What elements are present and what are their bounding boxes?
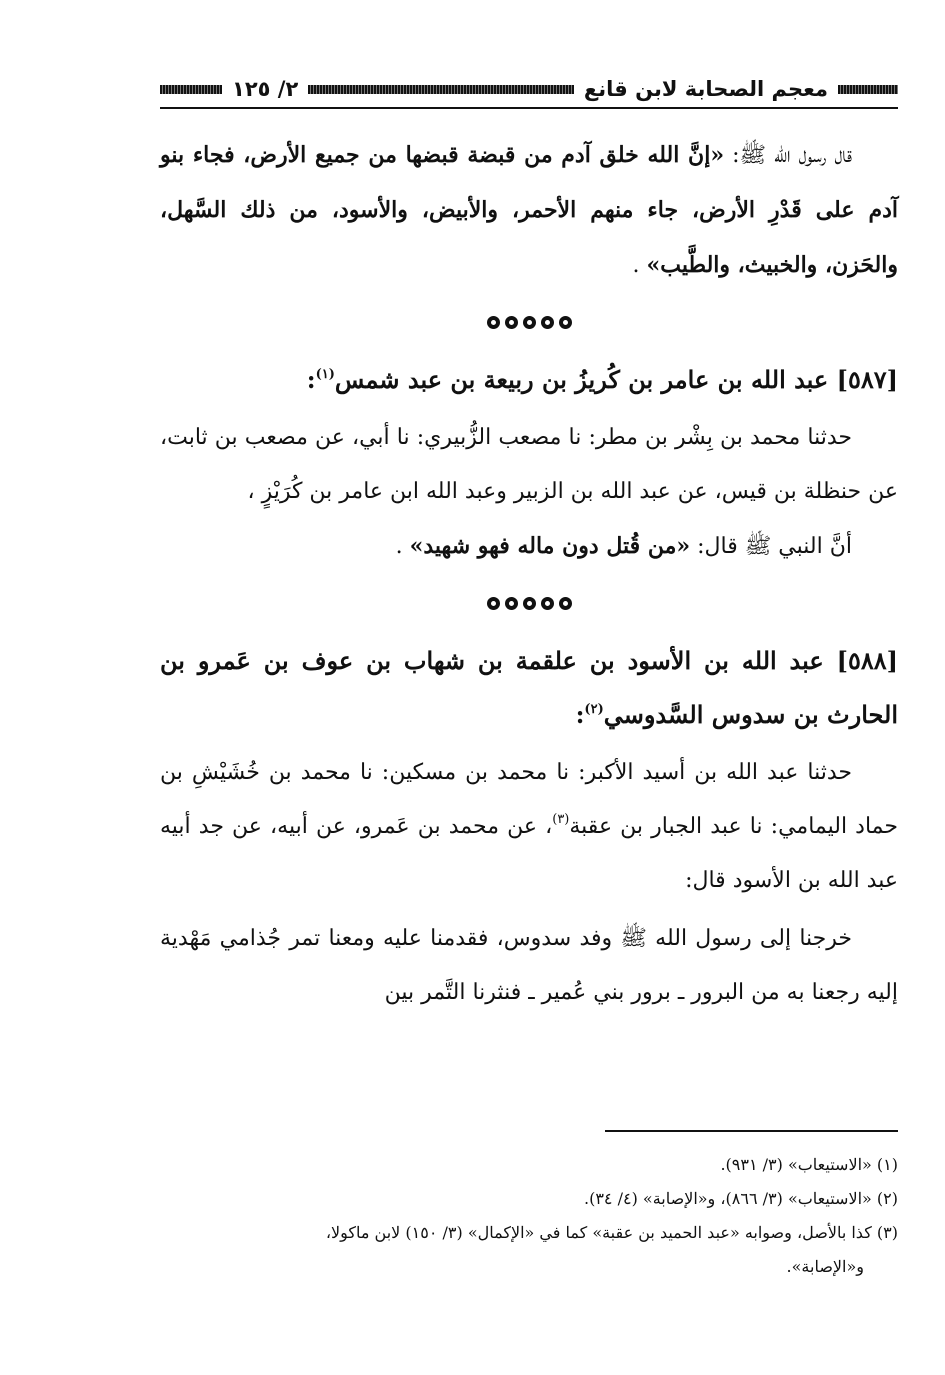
divider-circle-icon <box>505 597 518 610</box>
entry-588-number: [٥٨٨] <box>836 646 898 675</box>
footnotes <box>160 1148 898 1284</box>
book-title: معجم الصحابة لابن قانع <box>583 77 828 101</box>
divider-circle-icon <box>541 316 554 329</box>
footnote-ref-1: (١) <box>315 367 335 382</box>
entry-587-lead: أنَّ النبي ﷺ قال: <box>690 534 852 559</box>
header-ornament-bar <box>160 85 222 94</box>
divider-circle-icon <box>523 597 536 610</box>
divider-circle-icon <box>559 597 572 610</box>
entry-588-chain-part-a: حدثنا عبد الله بن أسيد الأكبر: نا محمد بن مسكين: نا محمد بن خُشَيْشِ بن حماد اليمامي: نا عبد الجبار بن عقبة <box>160 760 899 839</box>
footnote-3: (٣) كذا بالأصل، وصوابه «عبد الحميد بن عقبة» كما في «الإكمال» (٣/ ١٥٠) لابن ماكولا، <box>325 1223 898 1242</box>
entry-587-colon: : <box>306 365 316 394</box>
running-header <box>160 70 898 108</box>
divider-circle-icon <box>541 597 554 610</box>
divider-circle-icon <box>505 316 518 329</box>
entry-587-tail: . <box>395 534 410 559</box>
footnote-separator <box>605 1130 898 1132</box>
header-rule <box>160 107 898 109</box>
divider-circle-icon <box>523 316 536 329</box>
section-divider <box>160 578 898 628</box>
section-divider <box>160 297 898 347</box>
entry-588-chain <box>160 746 898 908</box>
footnote-1: (١) «الاستيعاب» (٣/ ٩٣١). <box>720 1155 898 1174</box>
intro-paragraph <box>160 128 898 293</box>
entry-588-narration: خرجنا إلى رسول الله ﷺ وفد سدوس، فقدمنا عليه ومعنا تمر جُذامي مَهْدية إليه رجعنا به من البرور ـ برور بني عُمير ـ فنثرنا التَّمر بين <box>160 926 898 1005</box>
entry-588-colon: : <box>575 700 585 729</box>
footnote-2: (٢) «الاستيعاب» (٣/ ٨٦٦)، و«الإصابة» (٤/ ٣٤). <box>583 1189 898 1208</box>
footnote-ref-3: (٣) <box>552 812 570 827</box>
entry-588-heading <box>160 634 898 742</box>
divider-circle-icon <box>487 316 500 329</box>
divider-circle-icon <box>487 597 500 610</box>
entry-587-hadith: «من قُتل دون ماله فهو شهيد» <box>409 533 691 559</box>
entry-588-name: عبد الله بن الأسود بن علقمة بن شهاب بن عوف بن عَمرو بن الحارث بن سدوس السَّدوسي <box>160 646 898 729</box>
header-ornament-bar <box>308 85 574 94</box>
footnote-ref-2: (٢) <box>584 702 604 717</box>
entry-587-number: [٥٨٧] <box>836 365 898 394</box>
entry-587-chain: حدثنا محمد بن بِشْر بن مطر: نا مصعب الزُّبيري: نا أبي، عن مصعب بن ثابت، عن حنظلة بن قيس، عن عبد الله بن الزبير وعبد الله ابن عامر بن كُرَيْزٍ ، <box>160 425 898 504</box>
footnote-3-continuation: و«الإصابة». <box>786 1257 864 1276</box>
main-text <box>160 128 898 1020</box>
intro-lead: قال رسول الله ﷺ: <box>724 143 853 168</box>
page-number: ٢/ ١٢٥ <box>232 77 299 101</box>
entry-587-name: عبد الله بن عامر بن كُريزُ بن ربيعة بن عبد شمس <box>334 365 837 394</box>
entry-587-heading <box>160 353 898 407</box>
entry-588-chain-part-b: ، عن محمد بن عَمرو، عن أبيه، عن جد أبيه عبد الله بن الأسود قال: <box>160 814 898 893</box>
entry-587-hadith-paragraph <box>160 519 898 574</box>
divider-circle-icon <box>559 316 572 329</box>
intro-hadith: «إنَّ الله خلق آدم من قبضة قبضها من جميع الأرض، فجاء بنو آدم على قَدْرِ الأرض، جاء منهم الأحمر، والأبيض، والأسود، من ذلك السَّهل، والحَزن، والخبيث، والطَّيب» <box>160 142 898 278</box>
intro-tail: . <box>632 253 647 278</box>
header-ornament-bar <box>838 85 898 94</box>
